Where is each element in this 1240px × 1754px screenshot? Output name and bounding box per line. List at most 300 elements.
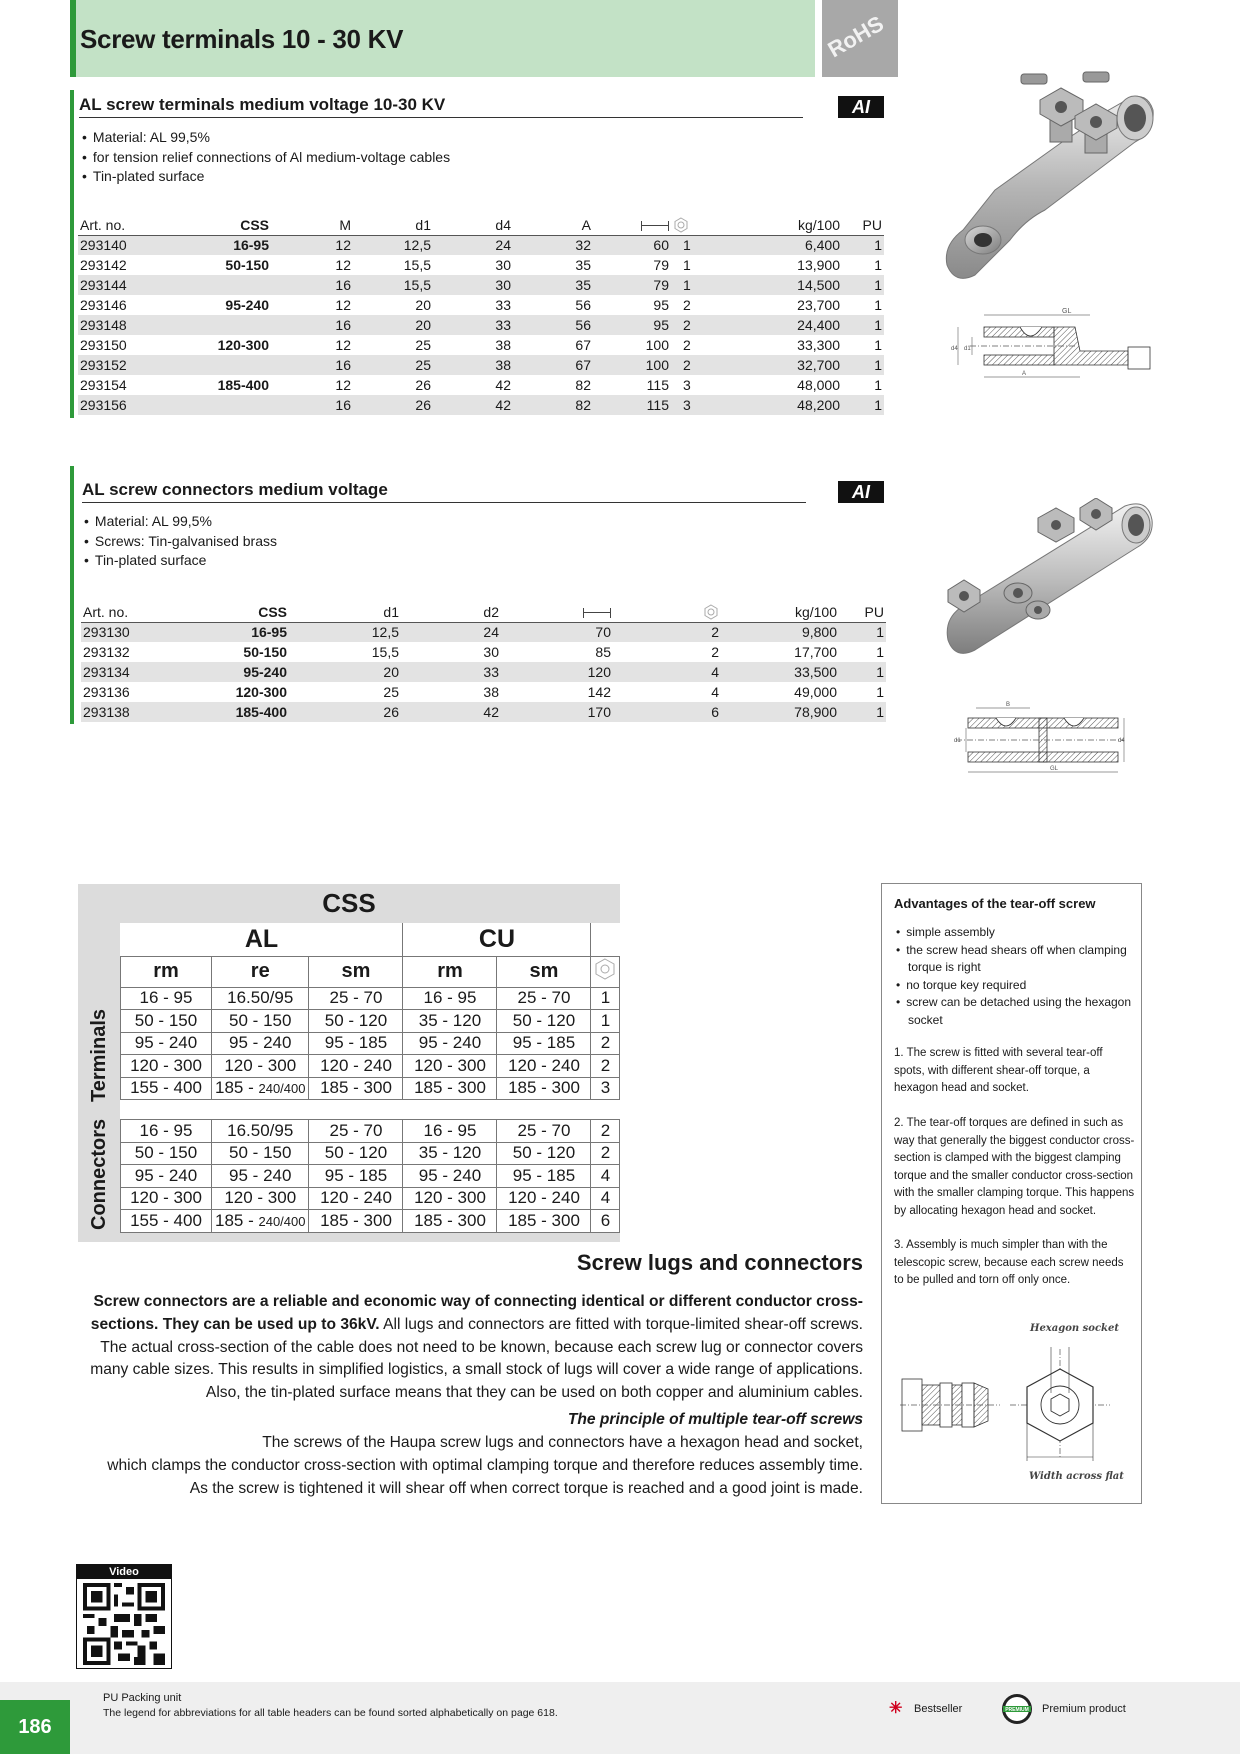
col-kg100: kg/100 bbox=[726, 215, 842, 235]
cell-kg100: 49,000 bbox=[794, 684, 837, 700]
al-badge: AI bbox=[838, 481, 884, 503]
cell-css bbox=[156, 315, 271, 335]
css-range-row bbox=[121, 1032, 620, 1055]
cell-al-re-value: 120 - 300 bbox=[224, 1188, 297, 1208]
cell-al-re bbox=[212, 1077, 309, 1100]
d1-label: d1 bbox=[964, 346, 971, 352]
cell-pu: 1 bbox=[839, 662, 886, 682]
terminal-dimension-drawing bbox=[950, 305, 1158, 387]
advantage-note-2: 2. The tear-off torques are defined in such as way that generally the biggest conductor cross-section is clamped with the biggest clamping torque and the smaller conductor cross-section with the smaller clamping torque. This happens by allocating hexagon head and socket. bbox=[894, 1117, 1135, 1217]
al-group-header: AL bbox=[121, 923, 403, 956]
connectors-features bbox=[84, 512, 277, 571]
subhead-sm: sm bbox=[309, 956, 403, 987]
cell-d1: 26 bbox=[289, 702, 401, 722]
cell-al-re bbox=[212, 1210, 309, 1233]
cell-al-sm: 185 - 300 bbox=[309, 1077, 403, 1100]
hexagon-screw-icon bbox=[594, 958, 616, 980]
cell-length: 70 bbox=[501, 622, 613, 642]
cell-length: 115 bbox=[593, 395, 671, 415]
cell-cu-sm: 120 - 240 bbox=[497, 1055, 591, 1078]
cell-pu: 1 bbox=[874, 337, 882, 353]
cell-screws: 2 bbox=[613, 622, 721, 642]
table-row bbox=[81, 622, 886, 642]
qr-code-icon bbox=[83, 1583, 165, 1665]
col-a: A bbox=[513, 215, 593, 235]
cell-pu: 1 bbox=[874, 297, 882, 313]
cell-kg100: 6,400 bbox=[726, 235, 842, 255]
subhead-sm: sm bbox=[497, 956, 591, 987]
cell-art-no: 293132 bbox=[83, 644, 130, 660]
cell-length: 100 bbox=[645, 337, 669, 353]
css-range-row bbox=[121, 1165, 620, 1188]
cell-cu-sm: 185 - 300 bbox=[497, 1077, 591, 1100]
cell-al-re bbox=[212, 987, 309, 1010]
cell-screws: 4 bbox=[711, 684, 719, 700]
principle-line: As the screw is tightened it will shear off when correct torque is reached and a good joint is made. bbox=[189, 1480, 863, 1497]
cell-css: 185-400 bbox=[217, 377, 269, 393]
cell-al-re-value: 50 - 150 bbox=[229, 1010, 292, 1030]
cell-al-sm: 25 - 70 bbox=[309, 987, 403, 1010]
cell-cu-sm: 25 - 70 bbox=[497, 987, 591, 1010]
table-row bbox=[78, 395, 884, 415]
cell-art-no: 293154 bbox=[80, 377, 127, 393]
cell-a: 35 bbox=[575, 257, 591, 273]
b-label: B bbox=[1006, 702, 1011, 708]
cell-screws: 4 bbox=[613, 662, 721, 682]
cell-screws: 1 bbox=[683, 257, 691, 273]
table-row bbox=[81, 702, 886, 722]
hexagon-socket-caption: Hexagon socket bbox=[1030, 1323, 1119, 1334]
cell-length: 100 bbox=[593, 355, 671, 375]
connectors-group-label: Connectors bbox=[88, 1118, 110, 1230]
cell-screw-count: 2 bbox=[591, 1120, 620, 1143]
cell-kg100: 48,200 bbox=[726, 395, 842, 415]
video-qr-code[interactable] bbox=[76, 1564, 172, 1669]
intro-bold: Screw connectors are a reliable and economic way of connecting identical or different conductor cross-sections. They can be used up to 36kV. bbox=[90, 1293, 863, 1333]
cell-kg100: 24,400 bbox=[726, 315, 842, 335]
cell-pu: 1 bbox=[876, 644, 884, 660]
css-range-row bbox=[121, 1120, 620, 1143]
gl-label: GL bbox=[1062, 308, 1072, 315]
cell-al-sm: 25 - 70 bbox=[309, 1120, 403, 1143]
cell-kg100: 48,000 bbox=[797, 377, 840, 393]
cell-pu: 1 bbox=[874, 377, 882, 393]
cell-a: 56 bbox=[575, 297, 591, 313]
cell-screw-count: 4 bbox=[591, 1165, 620, 1188]
cell-d1: 25 bbox=[383, 684, 399, 700]
length-dimension-icon bbox=[583, 608, 611, 618]
cell-css: 16-95 bbox=[156, 235, 271, 255]
cell-al-rm: 155 - 400 bbox=[121, 1210, 212, 1233]
cell-a: 82 bbox=[575, 377, 591, 393]
table-row bbox=[78, 375, 884, 395]
hexagon-screw-icon bbox=[703, 604, 719, 620]
cell-art-no: 293138 bbox=[81, 702, 161, 722]
cell-d4: 38 bbox=[495, 337, 511, 353]
cell-art-no: 293140 bbox=[78, 235, 156, 255]
cell-css: 16-95 bbox=[161, 622, 289, 642]
cell-cu-rm: 35 - 120 bbox=[403, 1010, 497, 1033]
css-range-row bbox=[121, 987, 620, 1010]
cell-m: 12 bbox=[335, 337, 351, 353]
cell-cu-rm: 16 - 95 bbox=[403, 987, 497, 1010]
rohs-badge bbox=[822, 0, 898, 77]
table-row bbox=[81, 642, 886, 662]
cell-m: 12 bbox=[271, 235, 353, 255]
feature-item: • Material: AL 99,5% bbox=[82, 128, 450, 148]
col-d4: d4 bbox=[433, 215, 513, 235]
cell-pu: 1 bbox=[876, 684, 884, 700]
intro-rest: All lugs and connectors are fitted with torque-limited shear-off screws. The actual cross-section of the cable does not need to be known, because each screw lug or connector covers many cable sizes. This results in simplified logistics, a small stock of lugs will cover a wide range of applications. Also, the tin-plated surface means that they can be used on both copper and aluminium cables. bbox=[90, 1315, 863, 1402]
cell-pu: 1 bbox=[839, 702, 886, 722]
cell-al-re-value: 185 - bbox=[215, 1078, 259, 1098]
cell-css bbox=[156, 355, 271, 375]
cell-al-re bbox=[212, 1032, 309, 1055]
cell-kg100: 33,300 bbox=[797, 337, 840, 353]
css-range-row bbox=[121, 1077, 620, 1100]
cell-al-rm: 16 - 95 bbox=[121, 987, 212, 1010]
principle-line: The screws of the Haupa screw lugs and connectors have a hexagon head and socket, bbox=[262, 1434, 863, 1451]
cell-pu: 1 bbox=[842, 315, 884, 335]
feature-item: • Tin-plated surface bbox=[82, 167, 450, 187]
cell-length: 120 bbox=[501, 662, 613, 682]
cell-art-no: 293152 bbox=[78, 355, 156, 375]
feature-item: • for tension relief connections of Al medium-voltage cables bbox=[82, 148, 450, 168]
cell-art-no: 293136 bbox=[83, 684, 130, 700]
feature-item: • Tin-plated surface bbox=[84, 551, 277, 571]
cell-al-sm: 95 - 185 bbox=[309, 1165, 403, 1188]
d1-label: d1 bbox=[954, 738, 961, 744]
cell-d4: 42 bbox=[495, 377, 511, 393]
cell-d2: 24 bbox=[401, 622, 501, 642]
gl-label: GL bbox=[1050, 766, 1059, 772]
cell-kg100: 13,900 bbox=[797, 257, 840, 273]
cell-length: 79 bbox=[653, 257, 669, 273]
cell-length: 79 bbox=[593, 275, 671, 295]
pu-legend: PU Packing unit bbox=[103, 1692, 182, 1704]
cell-screw-count: 3 bbox=[591, 1077, 620, 1100]
table-row bbox=[78, 255, 884, 275]
cell-screw-count: 2 bbox=[591, 1032, 620, 1055]
cell-screws: 2 bbox=[683, 297, 691, 313]
cell-al-re-value: 95 - 240 bbox=[229, 1165, 292, 1185]
advantage-item: • the screw head shears off when clamping torque is right bbox=[896, 942, 1136, 977]
feature-item: • Screws: Tin-galvanised brass bbox=[84, 532, 277, 552]
col-art-no: Art. no. bbox=[81, 602, 161, 622]
screw-terminal-image bbox=[935, 70, 1160, 285]
cell-al-re-value: 185 - bbox=[215, 1210, 259, 1230]
cell-d4: 42 bbox=[433, 395, 513, 415]
cell-css: 95-240 bbox=[161, 662, 289, 682]
cell-m: 16 bbox=[271, 315, 353, 335]
col-d1: d1 bbox=[289, 602, 401, 622]
cell-art-no: 293156 bbox=[78, 395, 156, 415]
cell-al-rm: 120 - 300 bbox=[121, 1055, 212, 1078]
advantages-panel bbox=[881, 883, 1142, 1504]
cell-screws: 2 bbox=[711, 644, 719, 660]
cell-al-re bbox=[212, 1187, 309, 1210]
cell-length: 170 bbox=[501, 702, 613, 722]
qr-label: Video bbox=[77, 1565, 171, 1579]
screw-count-header bbox=[591, 956, 620, 987]
cell-length: 142 bbox=[587, 684, 611, 700]
cell-a: 67 bbox=[575, 337, 591, 353]
table-row bbox=[78, 355, 884, 375]
cell-a: 35 bbox=[513, 275, 593, 295]
css-range-row bbox=[121, 1210, 620, 1233]
cell-d4: 33 bbox=[433, 315, 513, 335]
cell-length: 95 bbox=[593, 315, 671, 335]
cell-screws: 1 bbox=[671, 275, 726, 295]
cell-cu-sm: 50 - 120 bbox=[497, 1010, 591, 1033]
cell-d4: 38 bbox=[433, 355, 513, 375]
principle-line: which clamps the conductor cross-section with optimal clamping torque and therefore reduces assembly time. bbox=[107, 1457, 863, 1474]
cell-css bbox=[156, 395, 271, 415]
connectors-title: AL screw connectors medium voltage bbox=[82, 480, 388, 499]
cell-length: 60 bbox=[593, 235, 671, 255]
tear-off-screw-diagram bbox=[900, 1339, 1124, 1469]
cell-al-re-suffix: 240/400 bbox=[258, 1213, 306, 1229]
cell-al-re bbox=[212, 1142, 309, 1165]
cell-al-re-value: 95 - 240 bbox=[229, 1033, 292, 1053]
col-css: CSS bbox=[156, 215, 271, 235]
cell-screws: 2 bbox=[671, 355, 726, 375]
premium-badge-text: PREMIUM bbox=[1005, 1707, 1029, 1713]
length-dimension-icon bbox=[641, 221, 669, 231]
cell-m: 16 bbox=[271, 355, 353, 375]
cell-d2: 33 bbox=[401, 662, 501, 682]
connectors-table bbox=[81, 602, 886, 722]
cell-al-re-suffix: 240/400 bbox=[258, 1081, 306, 1097]
cell-art-no: 293144 bbox=[78, 275, 156, 295]
page-title: Screw terminals 10 - 30 KV bbox=[80, 24, 404, 54]
cell-css: 50-150 bbox=[243, 644, 287, 660]
cell-length: 85 bbox=[595, 644, 611, 660]
cell-art-no: 293130 bbox=[81, 622, 161, 642]
col-m: M bbox=[271, 215, 353, 235]
cell-d2: 38 bbox=[483, 684, 499, 700]
cell-al-sm: 50 - 120 bbox=[309, 1142, 403, 1165]
cell-d1: 25 bbox=[415, 337, 431, 353]
table-row bbox=[81, 662, 886, 682]
cell-kg100: 78,900 bbox=[721, 702, 839, 722]
css-range-table bbox=[120, 923, 620, 1233]
cell-cu-sm: 25 - 70 bbox=[497, 1120, 591, 1143]
hexagon-screw-icon bbox=[673, 217, 689, 233]
cell-al-sm: 50 - 120 bbox=[309, 1010, 403, 1033]
col-art-no: Art. no. bbox=[78, 215, 156, 235]
cell-al-rm: 95 - 240 bbox=[121, 1032, 212, 1055]
cell-al-re-value: 120 - 300 bbox=[224, 1055, 297, 1075]
title-rule bbox=[79, 117, 803, 118]
table-row bbox=[81, 682, 886, 702]
advantage-item: • screw can be detached using the hexagon socket bbox=[896, 994, 1136, 1029]
cell-pu: 1 bbox=[874, 257, 882, 273]
cell-screws: 2 bbox=[671, 315, 726, 335]
cell-art-no: 293134 bbox=[81, 662, 161, 682]
terminals-table bbox=[78, 215, 884, 415]
cell-pu: 1 bbox=[842, 235, 884, 255]
cell-al-re bbox=[212, 1055, 309, 1078]
cell-kg100: 33,500 bbox=[721, 662, 839, 682]
table-row bbox=[78, 335, 884, 355]
premium-legend: Premium product bbox=[1042, 1703, 1126, 1715]
cell-d1: 15,5 bbox=[371, 644, 399, 660]
col-d1: d1 bbox=[353, 215, 433, 235]
cell-al-rm: 50 - 150 bbox=[121, 1010, 212, 1033]
css-range-row bbox=[121, 1055, 620, 1078]
a-label: A bbox=[1022, 371, 1027, 377]
bestseller-star-icon: ✳ bbox=[889, 1700, 903, 1717]
css-group-row bbox=[121, 923, 620, 956]
advantage-note-1: 1. The screw is fitted with several tear-off spots, with different shear-off torque, a hexagon head and socket. bbox=[894, 1047, 1103, 1094]
page-number: 186 bbox=[0, 1700, 70, 1754]
cell-al-re-value: 50 - 150 bbox=[229, 1143, 292, 1163]
cell-d1: 26 bbox=[415, 377, 431, 393]
cell-d1: 20 bbox=[353, 315, 433, 335]
cell-css bbox=[156, 275, 271, 295]
cell-cu-rm: 120 - 300 bbox=[403, 1055, 497, 1078]
table-row bbox=[78, 295, 884, 315]
advantage-item: • simple assembly bbox=[896, 924, 1136, 942]
section-accent bbox=[70, 466, 74, 724]
cell-al-rm: 50 - 150 bbox=[121, 1142, 212, 1165]
css-range-row bbox=[121, 1010, 620, 1033]
cell-pu: 1 bbox=[839, 622, 886, 642]
principle-heading: The principle of multiple tear-off screws bbox=[567, 1411, 863, 1428]
cell-d1: 15,5 bbox=[353, 275, 433, 295]
cell-m: 16 bbox=[271, 395, 353, 415]
cell-d1: 20 bbox=[415, 297, 431, 313]
cell-kg100: 14,500 bbox=[726, 275, 842, 295]
col-pu: PU bbox=[839, 602, 886, 622]
header-accent bbox=[70, 0, 76, 77]
col-kg100: kg/100 bbox=[721, 602, 839, 622]
cell-kg100: 32,700 bbox=[726, 355, 842, 375]
cell-d4: 30 bbox=[433, 275, 513, 295]
feature-item: • Material: AL 99,5% bbox=[84, 512, 277, 532]
cu-group-header: CU bbox=[403, 923, 591, 956]
width-across-flat-caption: Width across flat bbox=[1029, 1471, 1124, 1482]
cell-screw-count: 4 bbox=[591, 1187, 620, 1210]
cell-pu: 1 bbox=[842, 275, 884, 295]
cell-al-re bbox=[212, 1010, 309, 1033]
cell-cu-rm: 35 - 120 bbox=[403, 1142, 497, 1165]
section-accent bbox=[70, 90, 74, 418]
cell-al-sm: 185 - 300 bbox=[309, 1210, 403, 1233]
css-range-row bbox=[121, 1187, 620, 1210]
advantages-list bbox=[896, 924, 1136, 1029]
cell-css: 50-150 bbox=[225, 257, 269, 273]
cell-al-sm: 120 - 240 bbox=[309, 1187, 403, 1210]
cell-d1: 12,5 bbox=[353, 235, 433, 255]
cell-cu-sm: 120 - 240 bbox=[497, 1187, 591, 1210]
cell-d4: 24 bbox=[433, 235, 513, 255]
table-header-row bbox=[81, 602, 886, 622]
cell-art-no: 293150 bbox=[80, 337, 127, 353]
css-spacer-row bbox=[121, 1100, 620, 1120]
cell-screw-count: 1 bbox=[591, 987, 620, 1010]
css-subheader-row bbox=[121, 956, 620, 987]
cell-screw-count: 2 bbox=[591, 1142, 620, 1165]
cell-screw-count: 6 bbox=[591, 1210, 620, 1233]
cell-d1: 12,5 bbox=[289, 622, 401, 642]
title-rule bbox=[82, 502, 806, 503]
cell-cu-rm: 95 - 240 bbox=[403, 1165, 497, 1188]
terminals-title: AL screw terminals medium voltage 10-30 KV bbox=[79, 95, 446, 114]
terminals-group-label: Terminals bbox=[88, 1009, 110, 1102]
advantage-note-3: 3. Assembly is much simpler than with the telescopic screw, because each screw needs to be pulled and torn off only once. bbox=[894, 1239, 1124, 1286]
cell-kg100: 17,700 bbox=[794, 644, 837, 660]
col-css: CSS bbox=[161, 602, 289, 622]
d4-label: d4 bbox=[1118, 738, 1125, 744]
cell-a: 67 bbox=[513, 355, 593, 375]
d4-label: d4 bbox=[951, 346, 958, 352]
cell-art-no: 293148 bbox=[78, 315, 156, 335]
col-screws bbox=[671, 215, 726, 235]
connector-dimension-drawing bbox=[946, 700, 1130, 786]
cell-al-sm: 120 - 240 bbox=[309, 1055, 403, 1078]
cell-al-sm: 95 - 185 bbox=[309, 1032, 403, 1055]
cell-screws: 1 bbox=[671, 235, 726, 255]
cell-cu-sm: 50 - 120 bbox=[497, 1142, 591, 1165]
cell-css: 120-300 bbox=[235, 684, 287, 700]
subhead-re: re bbox=[212, 956, 309, 987]
cell-screws: 6 bbox=[613, 702, 721, 722]
cell-cu-rm: 185 - 300 bbox=[403, 1210, 497, 1233]
cell-m: 12 bbox=[335, 297, 351, 313]
cell-screw-count: 2 bbox=[591, 1055, 620, 1078]
col-length bbox=[593, 215, 671, 235]
cell-d4: 30 bbox=[495, 257, 511, 273]
cell-screws: 3 bbox=[671, 395, 726, 415]
cell-length: 95 bbox=[653, 297, 669, 313]
cell-cu-sm: 95 - 185 bbox=[497, 1165, 591, 1188]
abbreviation-legend: The legend for abbreviations for all table headers can be found sorted alphabetically on page 618. bbox=[103, 1707, 558, 1719]
screw-connector-image bbox=[940, 498, 1155, 663]
cell-a: 82 bbox=[513, 395, 593, 415]
cell-d1: 15,5 bbox=[403, 257, 431, 273]
cell-kg100: 9,800 bbox=[721, 622, 839, 642]
cell-d2: 42 bbox=[401, 702, 501, 722]
cell-length: 115 bbox=[646, 377, 669, 393]
cell-screws: 2 bbox=[683, 337, 691, 353]
col-screws bbox=[613, 602, 721, 622]
terminals-features bbox=[82, 128, 450, 187]
cell-cu-rm: 95 - 240 bbox=[403, 1032, 497, 1055]
table-row bbox=[78, 235, 884, 255]
col-length bbox=[501, 602, 613, 622]
css-range-row bbox=[121, 1142, 620, 1165]
cell-d1: 25 bbox=[353, 355, 433, 375]
col-d2: d2 bbox=[401, 602, 501, 622]
cell-css: 95-240 bbox=[225, 297, 269, 313]
premium-badge-icon bbox=[1001, 1693, 1033, 1725]
cell-m: 16 bbox=[271, 275, 353, 295]
cell-d1: 26 bbox=[353, 395, 433, 415]
cell-d1: 20 bbox=[289, 662, 401, 682]
cell-d4: 33 bbox=[495, 297, 511, 313]
cell-cu-rm: 185 - 300 bbox=[403, 1077, 497, 1100]
cell-css: 120-300 bbox=[217, 337, 269, 353]
cell-cu-rm: 120 - 300 bbox=[403, 1187, 497, 1210]
section-heading: Screw lugs and connectors bbox=[576, 1250, 863, 1275]
subhead-rm: rm bbox=[121, 956, 212, 987]
cell-m: 12 bbox=[335, 377, 351, 393]
cell-d2: 30 bbox=[483, 644, 499, 660]
advantage-item: • no torque key required bbox=[896, 977, 1136, 995]
subhead-rm: rm bbox=[403, 956, 497, 987]
